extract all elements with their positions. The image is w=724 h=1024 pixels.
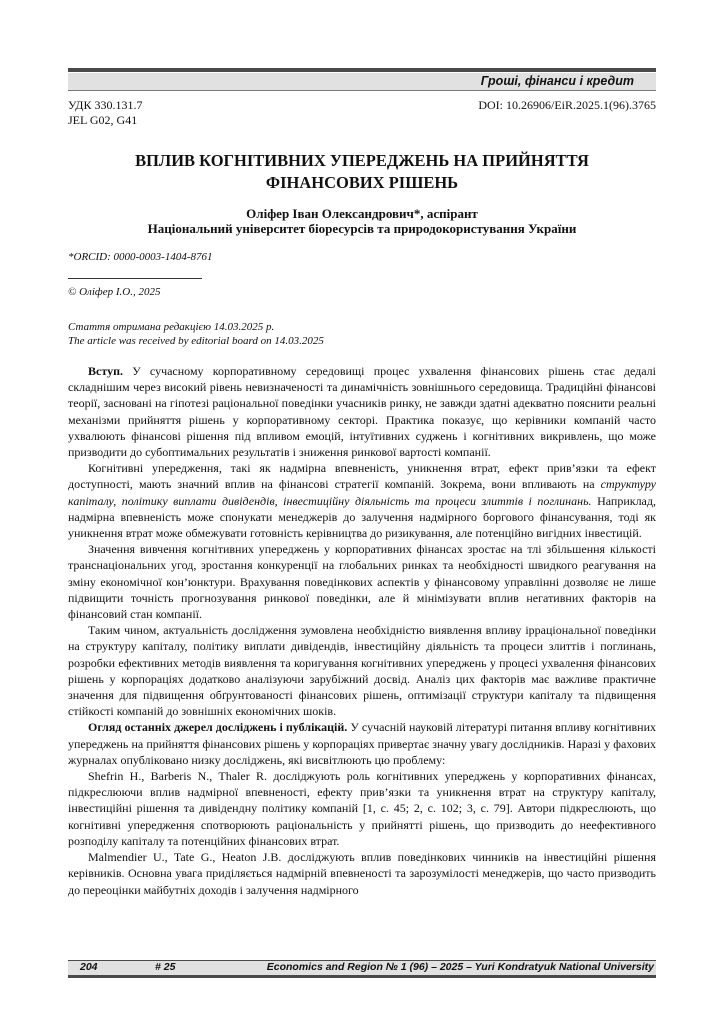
footnote-rule — [68, 278, 202, 279]
paragraph-importance: Значення вивчення когнітивних упереджень у корпоративних фінансах зростає на тлі збільшення кількості транснаціональних угод, зростання конкуренції на глобальних ринках та необхідності швидкого реагування на зміну економічної кон’юнктури. Врахування поведінкових аспектів у фінансовому управлінні дозволяє не лише підвищити точність прогнозування ринкової поведінки, але й мінімізувати вплив негативних факторів на фінансовий стан компанії. — [68, 542, 656, 622]
biases-text-italic: структуру капіталу, політику виплати дивідендів, інвестиційну діяльність та процеси злиттів і поглинань. — [68, 477, 656, 508]
received-date-en: The article was received by editorial board on 14.03.2025 — [68, 335, 324, 347]
header-rule — [68, 68, 656, 72]
paragraph-literature-review — [68, 719, 656, 768]
issue-number: # 25 — [155, 961, 176, 973]
title-line-2: ФІНАНСОВИХ РІШЕНЬ — [265, 173, 459, 192]
introduction-text: У сучасному корпоративному середовищі процес ухвалення фінансових рішень стає дедалі складнішим через високий рівень невизначеності та динамічність зовнішнього середовища. Традиційні фінансові теорії, засновані на гіпотезі раціональної поведінки учасників ринку, не завжди здатні адекватно пояснити реальні механізми прийняття рішень у корпоративному секторі. Практика показує, що керівники компаній часто ухвалюють фінансові рішення під впливом емоцій, інтуїтивних суджень і когнітивних викривлень, що може призводити до субоптимальних результатів і зниження ринкової вартості компанії. — [68, 364, 656, 460]
section-title: Гроші, фінанси і кредит — [480, 74, 634, 88]
author-affiliation: Національний університет біоресурсів та природокористування України — [147, 221, 577, 236]
paragraph-relevance: Таким чином, актуальність дослідження зумовлена необхідністю виявлення впливу ірраціональної поведінки на структуру капіталу, політику виплати дивідендів, інвестиційну діяльність та процеси злиттів і поглинань, розробки ефективних методів виявлення та коригування когнітивних упереджень у процесі ухвалення фінансових рішень у корпораціях додатково аналізуючи зарубіжний досвід. Аналіз цих факторів має важливе практичне значення для підвищення обґрунтованості фінансових рішень, оптимізації структури капіталу та підвищення стійкості компаній до зовнішніх економічних шоків. — [68, 623, 656, 719]
journal-name: Economics and Region № 1 (96) – 2025 – Yuri Kondratyuk National University — [266, 961, 654, 973]
biases-text-a: Когнітивні упередження, такі як надмірна впевненість, уникнення втрат, ефект прив’язки та ефект доступності, мають значний вплив на фінансові стратегії компаній. Зокрема, вони впливають на — [68, 461, 656, 492]
paragraph-shefrin: Shefrin H., Barberis N., Thaler R. досліджують роль когнітивних упереджень у корпоративних фінансах, підкреслюючи вплив надмірної впевненості, ефекту прив’язки та уникнення втрат на структуру капіталу, інвестиційні рішення та дивідендну політику компаній [1, с. 45; 2, с. 102; 3, с. 79]. Автори підкреслюють, що когнітивні упередження спотворюють раціональність у прийнятті рішень, що призводить до неефективного розподілу капіталу та потенційних фінансових втрат. — [68, 769, 656, 848]
jel-code: JEL G02, G41 — [68, 113, 138, 127]
paragraph-biases — [68, 460, 656, 541]
page-number: 204 — [80, 961, 98, 973]
literature-review-heading: Огляд останніх джерел досліджень і публікацій. — [88, 720, 348, 735]
doi: DOI: 10.26906/EiR.2025.1(96).3765 — [478, 98, 656, 112]
literature-review-text: У сучасній науковій літературі питання впливу когнітивних упереджень на прийняття фінансових рішень у корпораціях привертає значну увагу дослідників. Наразі у фахових журналах опубліковано низку досліджень, які висвітлюють цю проблему: — [68, 720, 657, 767]
author-name: Оліфер Іван Олександрович*, аспірант — [246, 206, 478, 221]
article-title — [68, 150, 656, 194]
paragraph-introduction — [68, 363, 656, 460]
title-line-1: ВПЛИВ КОГНІТИВНИХ УПЕРЕДЖЕНЬ НА ПРИЙНЯТТЯ — [135, 151, 589, 170]
udk-code: УДК 330.131.7 — [68, 98, 143, 112]
copyright: © Оліфер І.О., 2025 — [68, 286, 161, 298]
orcid: *ORCID: 0000-0003-1404-8761 — [68, 251, 213, 263]
article-body — [68, 363, 656, 898]
received-date-ua: Стаття отримана редакцією 14.03.2025 р. — [68, 321, 275, 333]
biases-text-b: Наприклад, надмірна впевненість може спонукати менеджерів до залучення надмірного боргового фінансування, тоді як уникнення втрат може обмежувати готовність керівництва до ризикування, але потенційно вигідних інвестицій. — [68, 493, 656, 541]
paragraph-malmendier: Malmendier U., Tate G., Heaton J.B. досліджують вплив поведінкових чинників на інвестиційні рішення керівників. Основна увага приділяється надмірній впевненості та зарозумілості менеджерів, що часто призводить до переоцінки майбутніх доходів і залучення надмірного — [68, 850, 656, 897]
introduction-heading: Вступ. — [88, 364, 123, 378]
